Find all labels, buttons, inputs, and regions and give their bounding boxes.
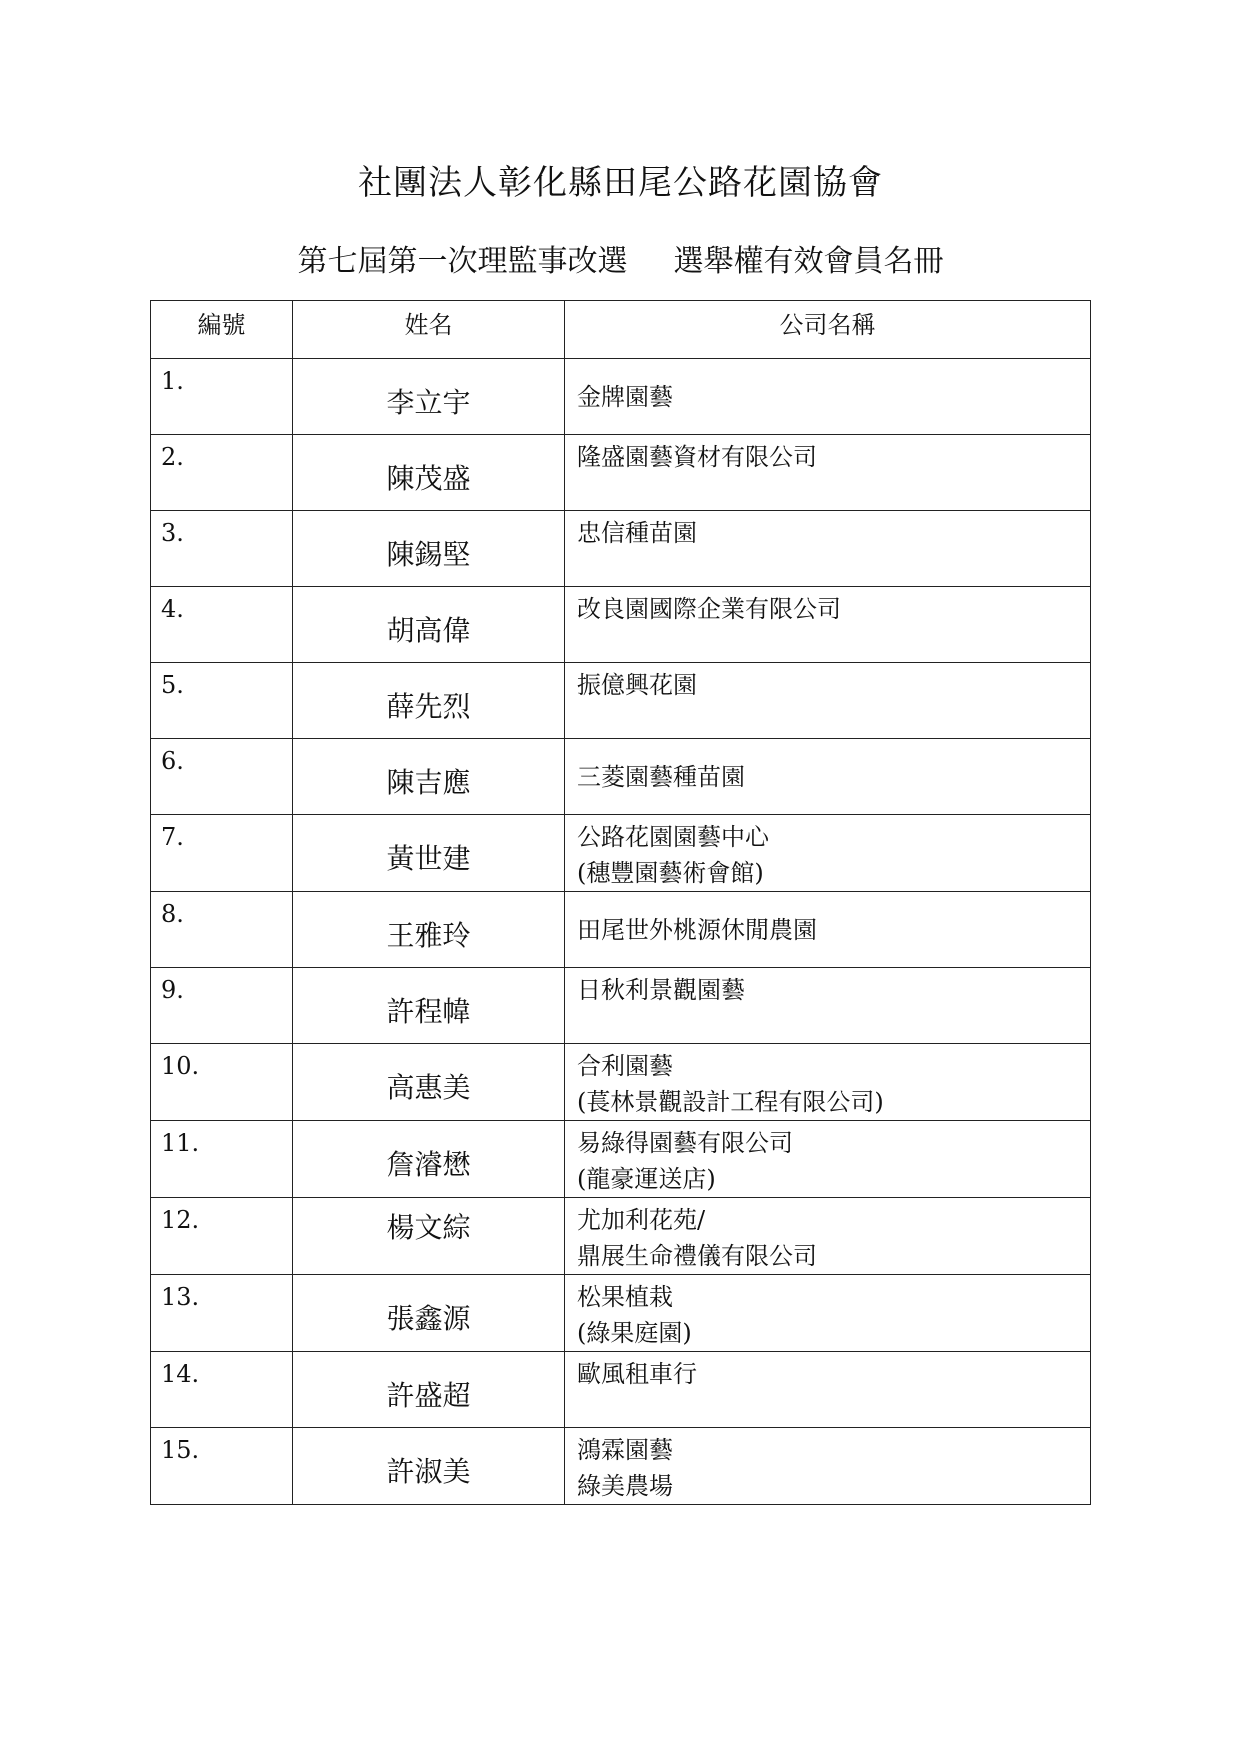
company-name-line: 田尾世外桃源休閒農園 (577, 916, 817, 944)
member-name: 李立宇 (293, 359, 565, 435)
table-row (151, 511, 1091, 587)
member-number: 5. (151, 663, 293, 739)
member-number: 9. (151, 968, 293, 1044)
table-row (151, 1428, 1091, 1505)
table-row (151, 968, 1091, 1044)
member-number: 7. (151, 815, 293, 892)
member-name: 許淑美 (293, 1428, 565, 1505)
member-company (565, 1352, 1091, 1428)
company-name-line: 松果植栽 (577, 1283, 673, 1311)
member-company (565, 511, 1091, 587)
table-row (151, 892, 1091, 968)
member-name: 陳錫堅 (293, 511, 565, 587)
company-name-line: 易綠得園藝有限公司 (577, 1129, 793, 1157)
company-name-line: (綠果庭園) (577, 1319, 692, 1347)
header-company: 公司名稱 (565, 301, 1091, 359)
table-row (151, 1198, 1091, 1275)
member-company (565, 1121, 1091, 1198)
member-company (565, 1428, 1091, 1505)
company-name-line: 合利園藝 (577, 1052, 673, 1080)
company-name-line: 金牌園藝 (577, 383, 673, 411)
member-number: 12. (151, 1198, 293, 1275)
member-name: 許盛超 (293, 1352, 565, 1428)
table-row (151, 1121, 1091, 1198)
member-name: 詹濬懋 (293, 1121, 565, 1198)
member-name: 張鑫源 (293, 1275, 565, 1352)
member-name: 陳吉應 (293, 739, 565, 815)
member-name: 胡高偉 (293, 587, 565, 663)
table-row (151, 1275, 1091, 1352)
member-number: 4. (151, 587, 293, 663)
subtitle-election: 第七屆第一次理監事改選 (297, 244, 628, 279)
company-name-line: 鼎展生命禮儀有限公司 (577, 1242, 817, 1270)
member-name: 黃世建 (293, 815, 565, 892)
member-company (565, 435, 1091, 511)
table-row (151, 435, 1091, 511)
member-company (565, 1198, 1091, 1275)
member-name: 楊文綜 (293, 1198, 565, 1275)
table-header-row (151, 301, 1091, 359)
member-company (565, 359, 1091, 435)
company-name-line: (穗豐園藝術會館) (577, 859, 764, 887)
member-number: 6. (151, 739, 293, 815)
member-name: 薛先烈 (293, 663, 565, 739)
subtitle-roster: 選舉權有效會員名冊 (673, 244, 944, 279)
member-roster-table (150, 300, 1091, 1505)
table-body (151, 359, 1091, 1505)
member-name: 高惠美 (293, 1044, 565, 1121)
company-name-line: 公路花園園藝中心 (577, 823, 769, 851)
member-company (565, 892, 1091, 968)
member-number: 2. (151, 435, 293, 511)
company-name-line: 鴻霖園藝 (577, 1436, 673, 1464)
member-number: 1. (151, 359, 293, 435)
company-name-line: 改良園國際企業有限公司 (577, 595, 841, 623)
company-name-line: (龍豪運送店) (577, 1165, 716, 1193)
table-row (151, 359, 1091, 435)
member-number: 10. (151, 1044, 293, 1121)
company-name-line: 三菱園藝種苗園 (577, 763, 745, 791)
company-name-line: (萇林景觀設計工程有限公司) (577, 1088, 884, 1116)
company-name-line: 尤加利花苑/ (577, 1206, 706, 1234)
header-number: 編號 (151, 301, 293, 359)
company-name-line: 日秋利景觀園藝 (577, 976, 745, 1004)
header-name: 姓名 (293, 301, 565, 359)
member-name: 許程幃 (293, 968, 565, 1044)
company-name-line: 綠美農場 (577, 1472, 673, 1500)
member-number: 15. (151, 1428, 293, 1505)
member-number: 8. (151, 892, 293, 968)
company-name-line: 振億興花園 (577, 671, 697, 699)
document-title: 社團法人彰化縣田尾公路花園協會 (358, 163, 883, 203)
company-name-line: 忠信種苗園 (577, 519, 697, 547)
member-number: 11. (151, 1121, 293, 1198)
member-company (565, 739, 1091, 815)
company-name-line: 歐風租車行 (577, 1360, 697, 1388)
member-company (565, 663, 1091, 739)
document-subtitle (0, 242, 1241, 282)
member-number: 3. (151, 511, 293, 587)
member-company (565, 968, 1091, 1044)
member-company (565, 587, 1091, 663)
table-row (151, 1044, 1091, 1121)
member-name: 王雅玲 (293, 892, 565, 968)
table-row (151, 587, 1091, 663)
member-name: 陳茂盛 (293, 435, 565, 511)
member-company (565, 815, 1091, 892)
company-name-line: 隆盛園藝資材有限公司 (577, 443, 817, 471)
member-company (565, 1275, 1091, 1352)
table-row (151, 663, 1091, 739)
member-number: 13. (151, 1275, 293, 1352)
member-company (565, 1044, 1091, 1121)
table-row (151, 739, 1091, 815)
table-row (151, 1352, 1091, 1428)
table-row (151, 815, 1091, 892)
member-number: 14. (151, 1352, 293, 1428)
